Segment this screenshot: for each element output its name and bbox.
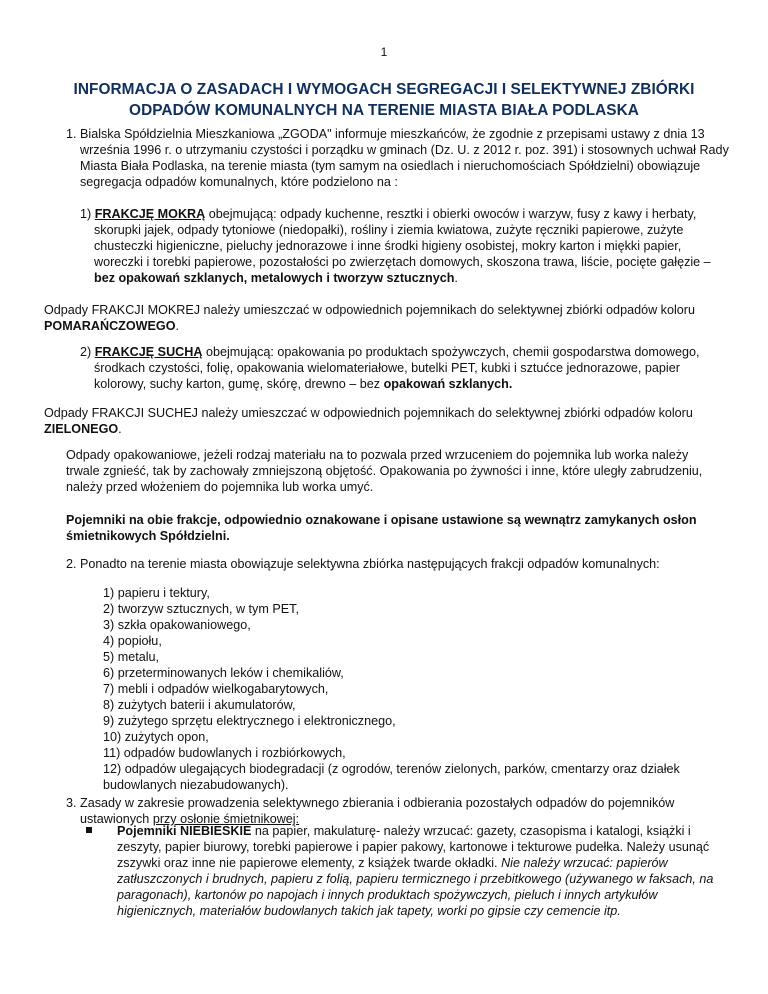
list-item: 7) mebli i odpadów wielkogabarytowych,: [103, 682, 329, 696]
fraction-dry: 2) FRAKCJĘ SUCHĄ obejmującą: opakowania po produktach spożywczych, chemii gospodarstwa domowego, środkach czystości, folię, opakowania wielomateriałowe, butelki PET, kubki i sztućce jednorazowe, papier kolorowy, suchy karton, gumę, skórę, drewno – bez opakowań szklanych.: [80, 345, 700, 391]
list-item: 1) papieru i tektury,: [103, 586, 210, 600]
selective-fractions-list: [103, 585, 723, 793]
list-item: 12) odpadów ulegających biodegradacji (z ogrodów, terenów zielonych, parków, cmentarzy oraz działek budowlanych niezabudowanych).: [103, 762, 680, 792]
list-item: 2) tworzyw sztucznych, w tym PET,: [103, 602, 299, 616]
section-3: 3. Zasady w zakresie prowadzenia selektywnego zbierania i odbierania pozostałych odpadów do pojemników ustawionych przy osłonie śmietnikowej:: [66, 796, 675, 826]
list-item: 6) przeterminowanych leków i chemikaliów,: [103, 666, 344, 680]
dry-container-note: Odpady FRAKCJI SUCHEJ należy umieszczać w odpowiednich pojemnikach do selektywnej zbiórki odpadów koloru ZIELONEGO.: [44, 406, 693, 436]
wet-container-note: Odpady FRAKCJI MOKREJ należy umieszczać w odpowiednich pojemnikach do selektywnej zbiórki odpadów koloru POMARAŃCZOWEGO.: [44, 303, 695, 333]
packaging-note: Odpady opakowaniowe, jeżeli rodzaj materiału na to pozwala przed wrzuceniem do pojemnika lub worka należy trwale zgnieść, tak by zachowały zmniejszoną objętość. Opakowania po żywności i inne, które uległy zabrudzeniu, należy przed włożeniem do pojemnika lub worka umyć.: [66, 448, 703, 494]
page-number: 1: [380, 45, 388, 59]
list-item: 3) szkła opakowaniowego,: [103, 618, 251, 632]
dry-heading: FRAKCJĘ SUCHĄ: [94, 345, 203, 359]
list-item: 10) zużytych opon,: [103, 730, 209, 744]
list-item: 5) metalu,: [103, 650, 159, 664]
wet-heading: FRAKCJĘ MOKRĄ: [94, 207, 206, 221]
list-item: 4) popiołu,: [103, 634, 162, 648]
fraction-wet: 1) FRAKCJĘ MOKRĄ obejmującą: odpady kuchenne, resztki i obierki owoców i warzyw, fusy z kawy i herbaty, skorupki jajek, odpady tytoniowe (niedopałki), rośliny i ziemia kwiatowa, zużyte ręczniki papierowe, zużyte chusteczki higieniczne, pieluchy jednorazowe i inne środki higieny osobistej, mokry karton i miękki papier, woreczki i torebki papierowe, pozostałości po zwierzętach domowych, skoszona trawa, liście, pocięte gałęzie – bez opakowań szklanych, metalowych i tworzyw sztucznych.: [80, 207, 711, 285]
square-bullet-icon: [86, 827, 92, 833]
containers-note: Pojemniki na obie frakcje, odpowiednio oznakowane i opisane ustawione są wewnątrz zamykanych osłon śmietnikowych Spółdzielni.: [66, 513, 697, 543]
list-item: 8) zużytych baterii i akumulatorów,: [103, 698, 296, 712]
title-line-2: ODPADÓW KOMUNALNYCH NA TERENIE MIASTA BIAŁA PODLASKA: [129, 102, 639, 119]
list-item: 11) odpadów budowlanych i rozbiórkowych,: [103, 746, 346, 760]
section-1: 1. Bialska Spółdzielnia Mieszkaniowa „ZGODA" informuje mieszkańców, że zgodnie z przepisami ustawy z dnia 13 września 1996 r. o utrzymaniu czystości i porządku w gminach (Dz. U. z 2012 r. poz. 391) i stosownych uchwał Rady Miasta Biała Podlaska, na terenie miasta (tym samym na osiedlach i nieruchomościach Spółdzielni) obowiązuje segregacja odpadów komunalnych, które podzielono na :: [66, 127, 729, 189]
section-2: 2. Ponadto na terenie miasta obowiązuje selektywna zbiórka następujących frakcji odpadów komunalnych:: [66, 557, 660, 571]
blue-containers: Pojemniki NIEBIESKIE na papier, makulaturę- należy wrzucać: gazety, czasopisma i katalogi, książki i zeszyty, papier biurowy, torebki papierowe i papier pakowy, kartonowe i tekturowe pudełka. Należy usunąć zszywki oraz inne nie papierowe elementy, z książek twarde okładki. Nie należy wrzucać: papierów zatłuszczonych i brudnych, papieru z folią, papieru termicznego i przebitkowego (używanego w faksach, na paragonach), kartonów po napojach i innych produktach spożywczych, pieluch i innych artykułów higienicznych, materiałów budowlanych takich jak tapety, worki po gipsie czy cemencie itp.: [117, 824, 714, 918]
title-line-1: INFORMACJA O ZASADACH I WYMOGACH SEGREGACJI I SELEKTYWNEJ ZBIÓRKI: [73, 81, 695, 98]
list-item: 9) zużytego sprzętu elektrycznego i elektronicznego,: [103, 714, 396, 728]
document-title: [40, 79, 728, 121]
